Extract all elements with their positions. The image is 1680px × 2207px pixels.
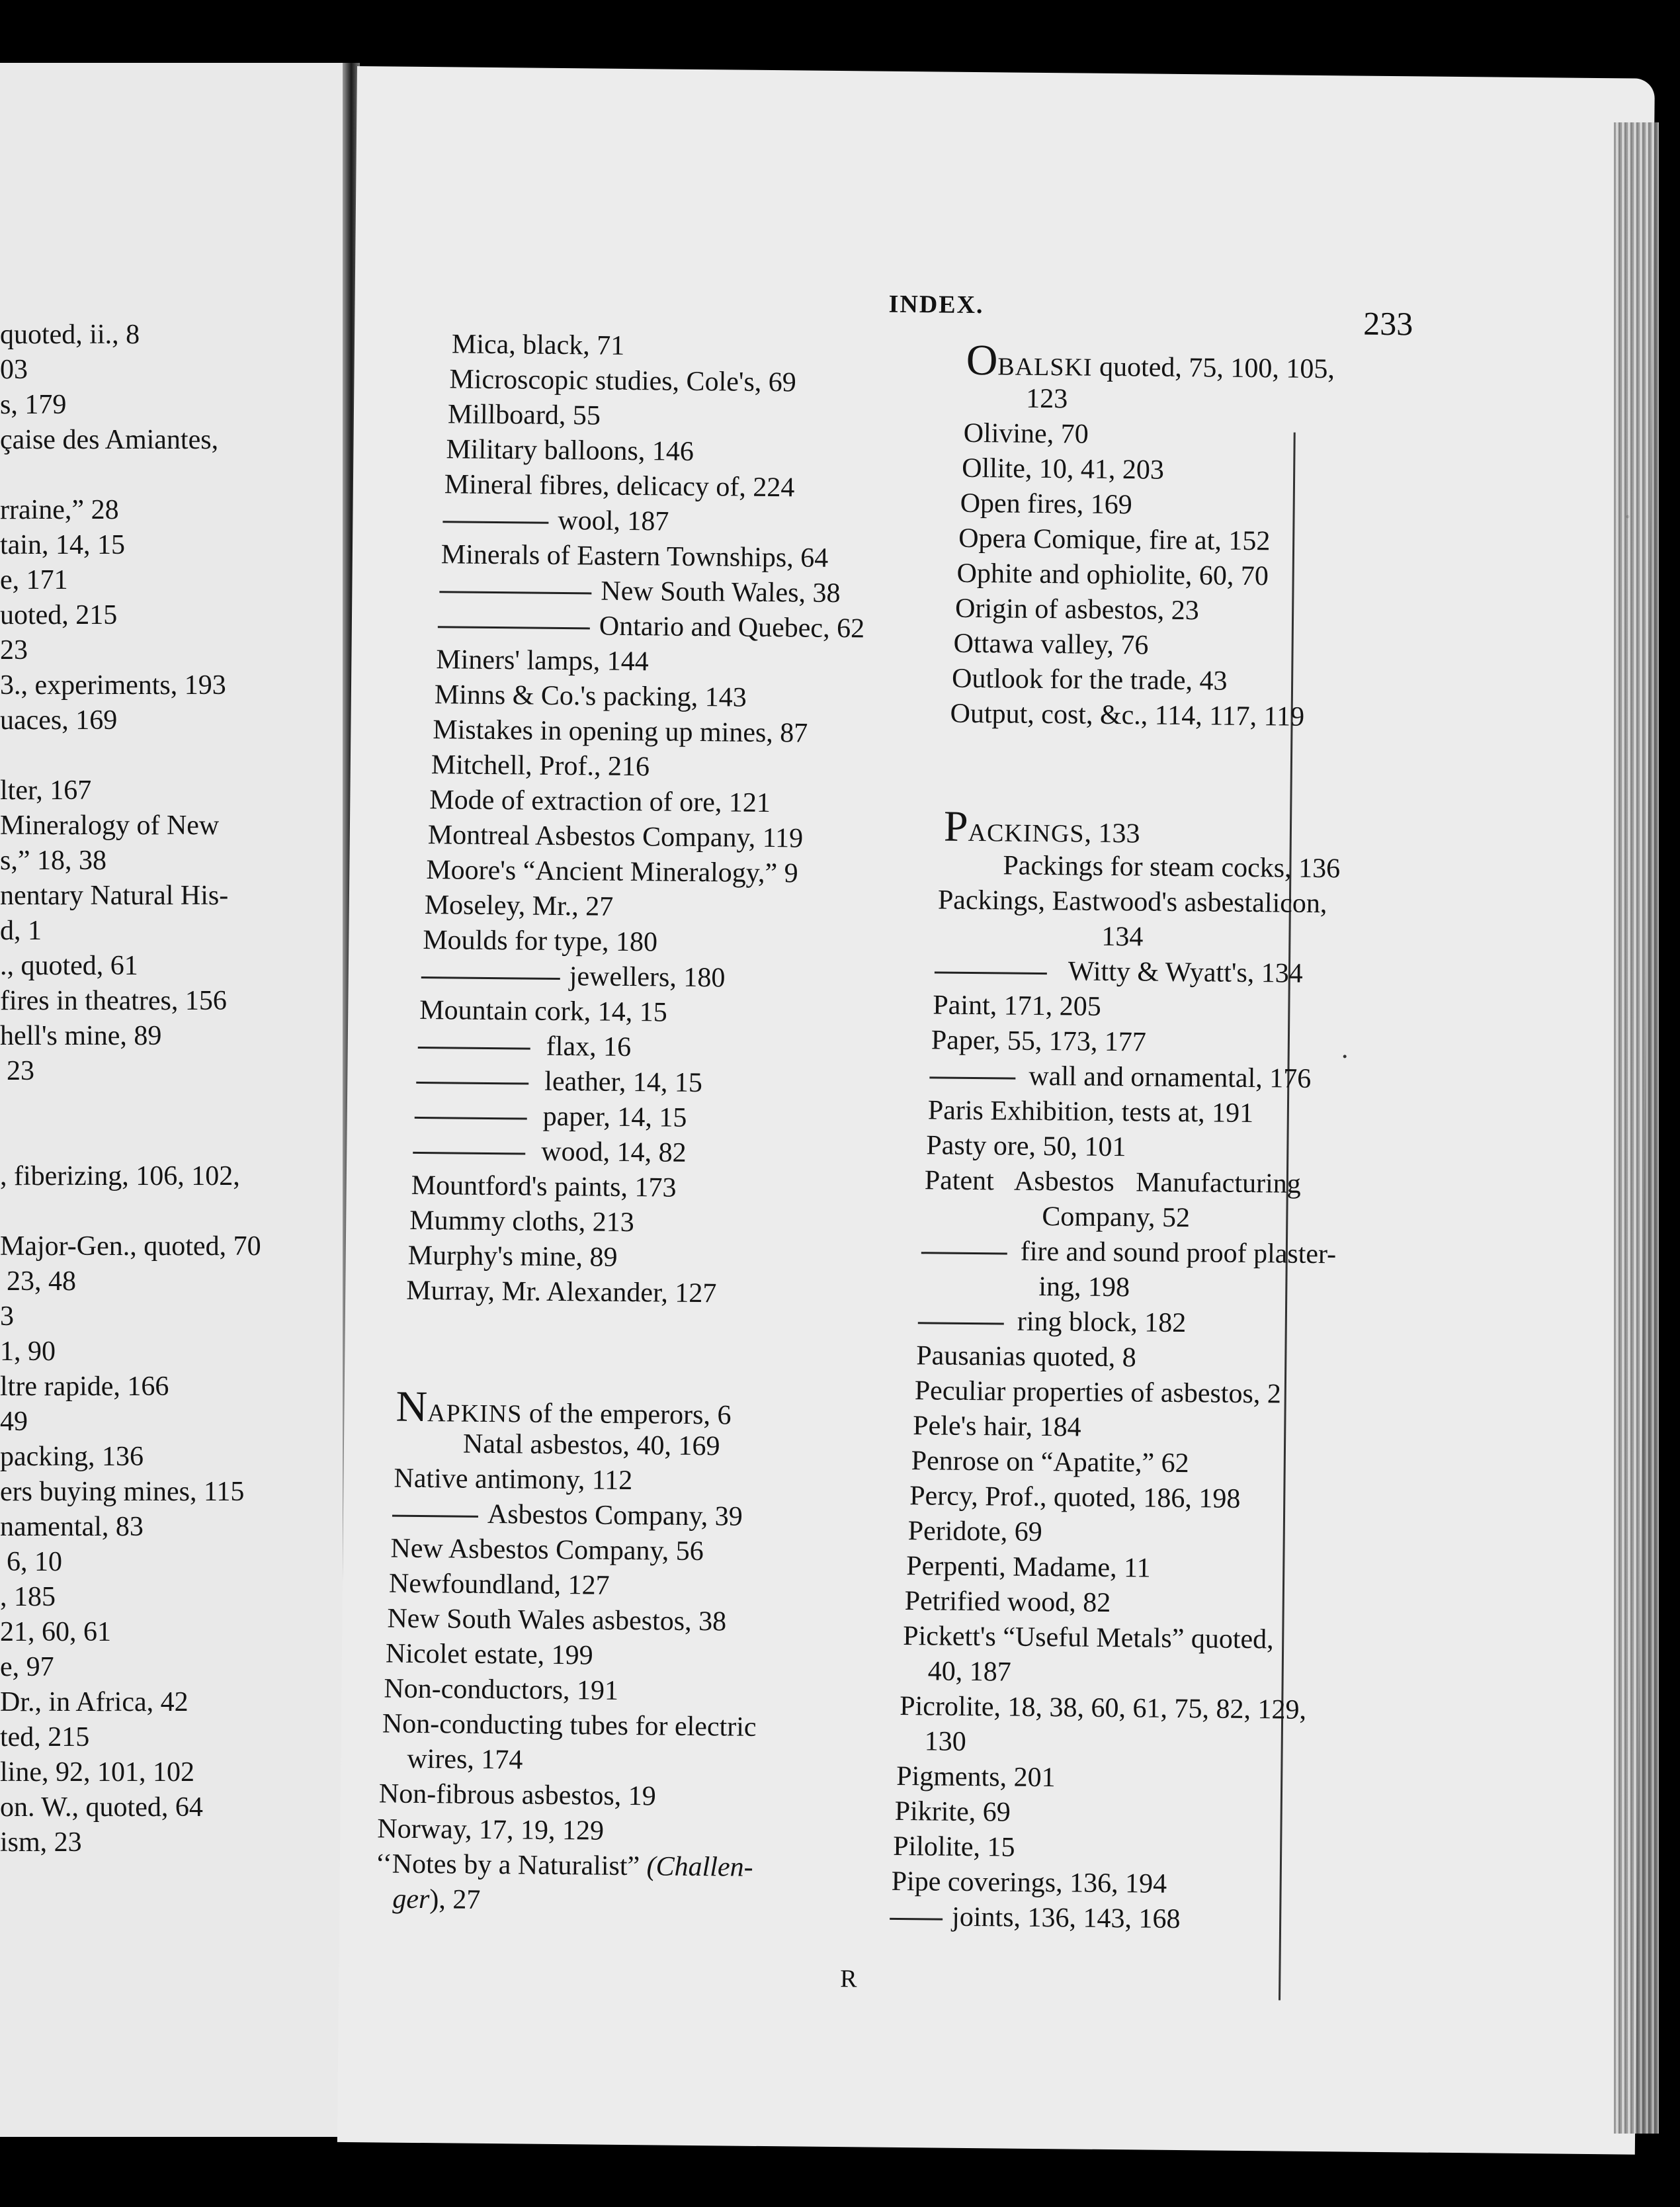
index-entry [442,505,669,535]
index-entry: Ophite and ophiolite, 60, 70 [956,558,1269,592]
index-entry: Pikrite, 69 [894,1796,1011,1828]
left-line: quoted, ii., 8 [0,320,140,350]
index-entry: Mica, black, 71 [451,329,625,361]
index-entry-text: leather, 14, 15 [544,1066,703,1099]
index-entry [929,1061,1311,1093]
index-entry: Patent Asbestos Manufacturing [924,1165,1301,1199]
left-line: fires in theatres, 156 [0,986,227,1016]
dash-rule [890,1918,943,1921]
index-entry [918,1307,1187,1337]
drop-initial: O [966,335,998,385]
index-entry: ger), 27 [392,1883,481,1915]
dash-rule [438,626,590,629]
small-caps-word: APKINS [427,1399,523,1428]
index-entry-text: wall and ornamental, 176 [1029,1060,1312,1094]
index-entry: Microscopic studies, Cole's, 69 [449,364,797,398]
index-entry [935,956,1303,987]
signature-mark: R [840,1965,857,1993]
left-line: ers buying mines, 115 [0,1477,245,1507]
index-entry: Nicolet estate, 199 [385,1638,593,1671]
dash-rule [413,1152,525,1155]
dash-rule [442,521,548,524]
index-entry [418,1031,632,1061]
index-entry: Pausanias quoted, 8 [916,1340,1136,1373]
index-entry: Penrose on “Apatite,” 62 [911,1446,1189,1479]
index-entry: Newfoundland, 127 [388,1568,610,1601]
left-line: Mineralogy of New [0,810,220,841]
running-header: INDEX. [888,290,984,320]
index-entry: Opera Comique, fire at, 152 [958,523,1271,557]
index-entry: New South Wales asbestos, 38 [387,1603,727,1637]
index-entry-text: joints, 136, 143, 168 [951,1901,1181,1935]
column-rule [1279,433,1296,2001]
dash-rule [418,1047,530,1050]
left-line: hell's mine, 89 [0,1021,162,1051]
index-entry-text: Witty & Wyatt's, 134 [1068,956,1304,989]
section-heading-n [396,1382,732,1432]
index-entry-text: wood, 14, 82 [541,1136,687,1168]
index-entry [439,576,841,607]
left-line: ted, 215 [0,1722,90,1753]
index-entry: Murphy's mine, 89 [407,1240,618,1273]
index-entry: Minns & Co.'s packing, 143 [434,679,747,713]
index-entry: 134 [1101,921,1144,953]
index-entry: Ollite, 10, 41, 203 [961,453,1165,486]
dash-rule [439,591,591,594]
index-entry-text: quoted, 75, 100, 105, [1099,351,1335,385]
left-line: Dr., in Africa, 42 [0,1687,189,1717]
left-line: 23 [7,1056,34,1086]
dash-rule [935,971,1047,974]
left-line: uoted, 215 [0,600,118,630]
left-line: 21, 60, 61 [0,1617,111,1647]
left-line: lter, 167 [0,775,92,806]
left-line: uaces, 169 [0,705,118,736]
index-entry-text: , 133 [1084,818,1140,849]
dash-rule [918,1322,1004,1324]
page-number: 233 [1363,304,1413,343]
index-entry: Peculiar properties of asbestos, 2 [914,1375,1282,1410]
left-line: 03 [0,355,28,385]
left-line: packing, 136 [0,1442,144,1472]
left-line: on. W., quoted, 64 [0,1792,203,1823]
left-line: namental, 83 [0,1512,144,1542]
left-line: 23, 48 [7,1266,76,1297]
index-entry [921,1236,1337,1268]
index-entry: ing, 198 [1038,1271,1130,1303]
dash-rule [415,1117,527,1120]
index-entry [413,1137,687,1167]
index-entry-text: ‘‘Notes by a Naturalist” [375,1848,640,1882]
index-entry-text: New South Wales, 38 [601,576,841,609]
right-page [337,66,1655,2155]
left-line: s,” 18, 38 [0,845,106,876]
left-line: 49 [0,1406,28,1437]
index-entry-text: Asbestos Company, 39 [487,1498,743,1532]
index-entry: Murray, Mr. Alexander, 127 [406,1275,717,1309]
dash-rule [392,1514,478,1517]
index-entry: Perpenti, Madame, 11 [906,1551,1151,1584]
index-entry: Picrolite, 18, 38, 60, 61, 75, 82, 129, [900,1690,1307,1725]
index-entry: Paint, 171, 205 [933,990,1101,1022]
left-line: d, 1 [0,916,42,946]
index-entry: 130 [924,1726,966,1757]
index-entry: wires, 174 [407,1743,523,1776]
index-entry: Moulds for type, 180 [423,925,658,958]
index-entry: Paper, 55, 173, 177 [931,1025,1147,1058]
index-entry [416,1066,702,1097]
index-entry [421,961,726,992]
index-entry: Petrified wood, 82 [904,1586,1111,1619]
left-line: 6, 10 [7,1547,62,1577]
index-entry: Outlook for the trade, 43 [951,663,1228,697]
left-line: 1, 90 [0,1336,56,1367]
index-entry: Origin of asbestos, 23 [954,593,1200,627]
index-entry: 123 [1026,383,1068,415]
index-entry: Pickett's “Useful Metals” quoted, [903,1621,1274,1655]
drop-initial: N [396,1382,428,1432]
index-entry: Mode of extraction of ore, 121 [429,785,771,819]
index-entry: Paris Exhibition, tests at, 191 [927,1095,1254,1129]
left-line: ltre rapide, 166 [0,1371,169,1402]
index-entry: Native antimony, 112 [394,1463,633,1496]
index-entry: Millboard, 55 [447,399,601,431]
index-entry: Mountford's paints, 173 [411,1170,677,1203]
index-entry: Open fires, 169 [960,488,1133,521]
left-line: rraine,” 28 [0,495,119,525]
index-entry [890,1903,1181,1933]
index-entry [438,611,865,642]
left-line: 3., experiments, 193 [0,670,226,701]
left-line: 3 [0,1301,14,1332]
page-edges [1614,122,1659,2134]
index-entry: Pilolite, 15 [892,1831,1015,1863]
index-entry-text: ring block, 182 [1017,1306,1187,1339]
section-heading-p [943,802,1140,851]
index-entry: Output, cost, &c., 114, 117, 119 [950,698,1305,732]
index-entry: Ottawa valley, 76 [953,628,1149,661]
index-entry-text: flax, 16 [546,1031,632,1063]
index-entry: Mitchell, Prof., 216 [431,750,650,783]
dash-rule [921,1252,1007,1254]
index-entry: Non-conductors, 191 [384,1673,619,1706]
left-line: çaise des Amiantes, [0,425,219,455]
index-entry: Moseley, Mr., 27 [424,890,614,922]
left-line: Major-Gen., quoted, 70 [0,1231,261,1262]
drop-initial: P [943,802,969,851]
left-line: , fiberizing, 106, 102, [0,1161,240,1191]
left-line: nentary Natural His- [0,881,229,911]
index-entry: Natal asbestos, 40, 169 [462,1428,720,1462]
index-entry: Mountain cork, 14, 15 [419,994,667,1028]
small-caps-word: BALSKI [997,353,1093,382]
index-entry: Mistakes in opening up mines, 87 [433,714,808,749]
index-entry: Pele's hair, 184 [913,1410,1081,1443]
dash-rule [421,976,560,980]
index-entry [415,1102,687,1132]
left-line: s, 179 [0,390,67,420]
index-entry: Company, 52 [1042,1201,1191,1234]
index-entry: Mummy cloths, 213 [409,1205,634,1238]
index-entry: Non-fibrous asbestos, 19 [378,1778,656,1812]
paper-speck [1343,1055,1347,1058]
index-entry: Montreal Asbestos Company, 119 [427,820,804,854]
index-entry: Moore's “Ancient Mineralogy,” 9 [426,855,798,889]
index-entry: Packings, Eastwood's asbestalicon, [937,885,1327,920]
index-entry: Mineral fibres, delicacy of, 224 [444,469,795,503]
left-page [0,63,345,2137]
left-line: e, 97 [0,1652,54,1682]
left-line: e, 171 [0,565,68,595]
index-entry-text: fire and sound proof plaster- [1020,1236,1337,1270]
index-entry: Olivine, 70 [963,417,1089,450]
index-entry: Military balloons, 146 [446,434,694,467]
index-entry: Pasty ore, 50, 101 [926,1130,1126,1163]
index-entry: 40, 187 [927,1656,1011,1688]
index-entry-text: jewellers, 180 [569,961,726,994]
index-entry: Norway, 17, 19, 129 [377,1813,605,1846]
index-entry-italic: (Challen- [646,1851,753,1883]
left-line: , 185 [0,1582,56,1612]
index-entry: Pipe coverings, 136, 194 [891,1866,1167,1899]
dash-rule [929,1076,1015,1079]
index-entry-text: wool, 187 [558,505,669,537]
left-line: tain, 14, 15 [0,530,125,560]
index-entry-text: paper, 14, 15 [542,1101,687,1133]
index-entry: New Asbestos Company, 56 [390,1533,704,1567]
dash-rule [416,1082,528,1085]
index-entry: Pigments, 201 [896,1760,1056,1794]
index-entry [376,1850,753,1881]
index-entry [392,1500,743,1531]
index-entry: Peridote, 69 [907,1516,1042,1548]
left-line: ., quoted, 61 [0,951,138,981]
small-caps-word: ACKINGS [968,818,1085,848]
left-line: 23 [0,635,28,666]
left-line: line, 92, 101, 102 [0,1757,194,1788]
index-entry: Minerals of Eastern Townships, 64 [441,539,829,574]
index-entry: Miners' lamps, 144 [436,644,649,677]
section-heading-o [966,335,1335,385]
index-entry-text: of the emperors, 6 [528,1398,732,1431]
left-line: ism, 23 [0,1827,82,1858]
index-entry: Percy, Prof., quoted, 186, 198 [909,1481,1241,1514]
index-entry: Packings for steam cocks, 136 [1003,850,1341,885]
index-entry: Non-conducting tubes for electric [382,1708,757,1743]
index-entry-text: Ontario and Quebec, 62 [599,611,865,644]
